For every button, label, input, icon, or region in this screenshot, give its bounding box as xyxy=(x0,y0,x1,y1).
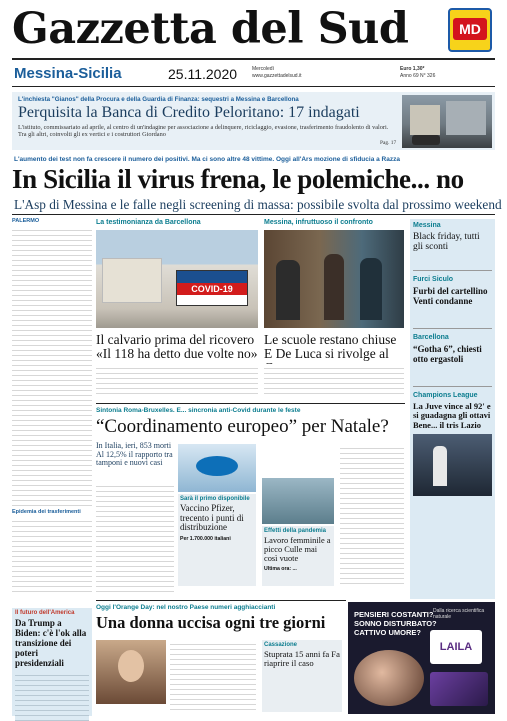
covid-sign xyxy=(176,270,248,306)
europe-body: In Italia, ieri, 853 morti Al 12,5% il rapporto tra tamponi e nuovi casi xyxy=(96,441,173,468)
school-protest-photo xyxy=(264,230,404,328)
lavoro-text[interactable]: Lavoro femminile a picco Culle mai così vuote xyxy=(264,536,331,563)
edition-date: 25.11.2020 xyxy=(168,66,238,82)
cassazione-text[interactable]: Stuprata 15 anni fa Fa riaprire il caso xyxy=(264,649,340,668)
top-lead-kicker: L'inchiesta "Gianos" della Procura e della Guardia di Finanza: sequestri a Messina e Barcellona xyxy=(18,96,299,103)
top-lead-body: L'istituto, commissariato ad aprile, al centro di un'indagine per associazione a delinquere, riciclaggio, evasione, trasferimento fraudolento di valori. Tra gli altri, coinvolti gli ex vertici e i costruttori Giordano xyxy=(18,124,389,138)
side-column xyxy=(410,219,495,599)
masthead-rule xyxy=(12,58,495,60)
europe-text-right xyxy=(340,444,404,584)
lavoro-note: Ultima ora: ... xyxy=(264,566,297,572)
left-box-title: Epidemia dei trasferimenti xyxy=(12,509,81,515)
main-kicker: L'aumento dei test non fa crescere il numero dei positivi. Ma ci sono altre 48 vittime. Oggi all'Ars mozione di sfiducia a Razza xyxy=(14,156,400,163)
vaccine-box xyxy=(178,494,256,586)
europe-headline[interactable]: “Coordinamento europeo” per Natale? xyxy=(96,416,389,437)
top-lead-headline[interactable]: Perquisita la Banca di Credito Peloritano: 17 indagati xyxy=(18,104,360,121)
barcellona-headline[interactable]: Il calvario prima del ricovero «Il 118 ha detto due volte no» xyxy=(96,332,258,361)
laila-ad[interactable] xyxy=(348,602,495,714)
lavoro-photo xyxy=(262,478,334,524)
messina-headline[interactable]: Le scuole restano chiuse E De Luca si rivolge al xyxy=(264,332,397,361)
side-furci-label: Furci Siculo xyxy=(413,276,454,283)
left-col-label: PALERMO xyxy=(12,218,40,224)
europe-text xyxy=(96,482,174,592)
messina-text xyxy=(264,364,404,396)
left-box-text xyxy=(12,517,92,592)
edition-price: Euro 1,30* xyxy=(400,66,425,72)
md-logo xyxy=(448,8,492,52)
europe-rule xyxy=(96,403,405,404)
ad-line3: CATTIVO UMORE? xyxy=(354,628,421,637)
orange-kicker: Oggi l'Orange Day: nel nostro Paese numeri agghiaccianti xyxy=(96,604,276,611)
main-rule xyxy=(12,214,495,215)
ad-face-photo xyxy=(354,650,424,706)
bank-photo xyxy=(402,95,492,148)
champions-photo xyxy=(413,434,492,496)
europe-kicker: Sintonia Roma-Bruxelles. E... sincronia anti-Covid durante le feste xyxy=(96,407,301,414)
vaccine-title: Sarà il primo disponibile xyxy=(180,496,250,502)
lavoro-box xyxy=(262,526,334,586)
md-logo-text: MD xyxy=(453,18,487,40)
masthead-title: Gazzetta del Sud xyxy=(12,4,409,54)
side-champions-label: Champions League xyxy=(413,392,478,399)
barcellona-kicker: La testimonianza da Barcellona xyxy=(96,219,201,226)
cassazione-title: Cassazione xyxy=(264,642,298,648)
ad-product-image xyxy=(430,672,488,706)
edition-name: Messina-Sicilia xyxy=(14,65,122,82)
orange-headline[interactable]: Una donna uccisa ogni tre giorni xyxy=(96,613,326,632)
victim-photo xyxy=(96,640,166,704)
edition-website: www.gazzettadelsud.it xyxy=(252,73,302,79)
side-barcellona-label: Barcellona xyxy=(413,334,449,341)
messina-kicker: Messina, infruttuoso il confronto xyxy=(264,219,373,226)
edition-rule xyxy=(12,86,495,87)
main-headline[interactable]: In Sicilia il virus frena, le polemiche... no xyxy=(12,164,464,194)
vaccine-text[interactable]: Vaccino Pfizer, trecento i punti di distribuzione xyxy=(180,503,244,533)
ad-brand: LAILA xyxy=(430,630,482,664)
edition-weekday: Mercoledì xyxy=(252,66,274,72)
left-col-text xyxy=(12,226,92,506)
lavoro-title: Effetti della pandemia xyxy=(264,528,327,534)
ad-subtitle: Dalla ricerca scientifica naturale xyxy=(433,608,485,620)
main-subhead: L'Asp di Messina e le falle negli screening di massa: possibile svolta dal prossimo weekend xyxy=(14,197,502,212)
covid-sign-text: COVID-19 xyxy=(177,283,247,295)
america-headline[interactable]: Da Trump a Biden: c'è l'ok alla transizione dei poteri presidenziali xyxy=(15,618,87,668)
hospital-photo xyxy=(96,230,258,328)
side-barcellona-text[interactable]: “Gotha 6”, chiesti otto ergastoli xyxy=(413,344,482,364)
vaccine-note: Per 1.700.000 italiani xyxy=(180,535,231,542)
pfizer-photo xyxy=(178,444,256,492)
side-furci-text[interactable]: Furbi del cartellino Venti condanne xyxy=(413,286,488,306)
america-kicker: Il futuro dell'America xyxy=(15,610,75,616)
edition-issue: Anno 69 N° 326 xyxy=(400,73,436,79)
side-messina-text[interactable]: Black friday, tutti gli sconti xyxy=(413,232,480,252)
side-messina-label: Messina xyxy=(413,222,441,229)
orange-text xyxy=(170,640,256,712)
side-champions-text[interactable]: La Juve vince al 92' e si guadagna gli ottavi Bene... il tris Lazio xyxy=(413,401,491,430)
top-lead-page: Pag. 17 xyxy=(380,140,397,146)
cassazione-box xyxy=(262,640,342,712)
america-text xyxy=(15,671,89,721)
america-box xyxy=(12,608,92,716)
barcellona-text xyxy=(96,364,258,396)
ad-line2: SONNO DISTURBATO? xyxy=(354,619,437,628)
orange-rule xyxy=(96,600,346,601)
ad-line1: PENSIERI COSTANTI? xyxy=(354,610,434,619)
